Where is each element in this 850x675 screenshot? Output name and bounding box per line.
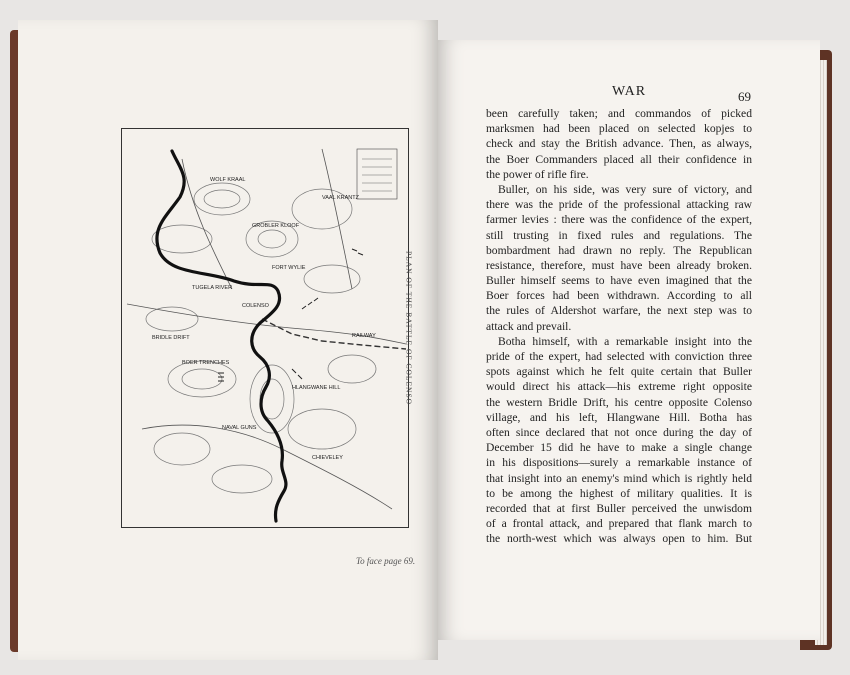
- text-line: the western Bridle Drift, his centre opposite Colenso: [486, 395, 752, 409]
- text-line: resistance, therefore, must have been already broken.: [486, 258, 752, 272]
- text-line: December 15 did he have to make a single change: [486, 441, 752, 455]
- map-label: TUGELA RIVER: [192, 285, 233, 291]
- text-line: check and stay the British advance. Then, as always,: [486, 137, 752, 151]
- map-label: BRIDLE DRIFT: [152, 335, 190, 341]
- text-line: still trusting in fixed rules and regulations. The: [486, 228, 752, 242]
- text-line: often since declared that not once during the day of: [486, 425, 752, 439]
- text-line: the rules of Aldershot warfare, the next step was to: [486, 304, 752, 318]
- map-label: HLANGWANE HILL: [292, 385, 341, 391]
- battle-map: [121, 128, 409, 528]
- body-text: [486, 106, 752, 546]
- text-line: in his dispositions—surely a remarkable instance of: [486, 456, 752, 470]
- text-line: marksmen had been placed on selected kopjes to: [486, 122, 752, 136]
- text-line: the power of rifle fire.: [486, 167, 589, 181]
- facing-page-note: To face page 69.: [356, 556, 416, 566]
- map-legend-lines: [362, 159, 392, 191]
- text-line: Buller himself seems to have even imagined that the: [486, 274, 752, 288]
- text-line: would direct his attack—his extreme right opposite: [486, 380, 752, 394]
- text-line: bombardment had drawn no reply. The Republican: [486, 243, 752, 257]
- map-label: WOLF KRAAL: [210, 177, 246, 183]
- railway-line: [262, 319, 406, 349]
- page-number: 69: [738, 89, 751, 104]
- text-line: pride of the expert, had selected with conviction three: [486, 350, 752, 363]
- map-label: VAAL KRANTZ: [322, 195, 359, 201]
- text-line: Boer forces had been withdrawn. According to all: [486, 289, 752, 303]
- text-line: spots against which he felt quite certain that Buller: [486, 365, 752, 379]
- text-line: attack and prevail.: [486, 319, 572, 333]
- map-label: RAILWAY: [352, 333, 376, 339]
- text-line: Buller, on his side, was very sure of victory, and: [498, 182, 752, 196]
- text-line: farmer levies : there was the confidence of the expert,: [486, 213, 752, 227]
- map-caption-text: PLAN OF THE BATTLE OF COLENSO: [404, 250, 414, 406]
- map-label: CHIEVELEY: [312, 455, 343, 461]
- text-line: of a frontal attack, and prepared that flank march to: [486, 517, 752, 531]
- text-line: to be among the highest of military qualities. It is: [486, 486, 752, 500]
- text-line: the Boer Commanders placed all their confidence in: [486, 152, 752, 166]
- map-label: GROBLER KLOOF: [252, 223, 300, 229]
- map-label: FORT WYLIE: [272, 265, 306, 271]
- map-label: COLENSO: [242, 303, 269, 309]
- map-legend-box: [357, 149, 397, 199]
- map-label: NAVAL GUNS: [222, 425, 257, 431]
- text-line: village, and his left, Hlangwane Hill. Botha has: [486, 410, 752, 424]
- text-line: Botha himself, with a remarkable insight into the: [498, 334, 752, 348]
- map-tracks: [127, 149, 406, 509]
- running-head: WAR: [611, 84, 647, 99]
- text-line: been carefully taken; and commandos of picked: [486, 107, 752, 120]
- text-line: that insight into an enemy's mind which is rightly held: [486, 471, 752, 485]
- map-label: BOER TRENCHES: [182, 360, 230, 366]
- text-line: there was the pride of the professional attacking raw: [486, 198, 752, 212]
- text-line: recorded that at first Buller perceived the unwisdom: [486, 501, 752, 515]
- text-line: the north-west which was always open to him. But: [486, 532, 752, 546]
